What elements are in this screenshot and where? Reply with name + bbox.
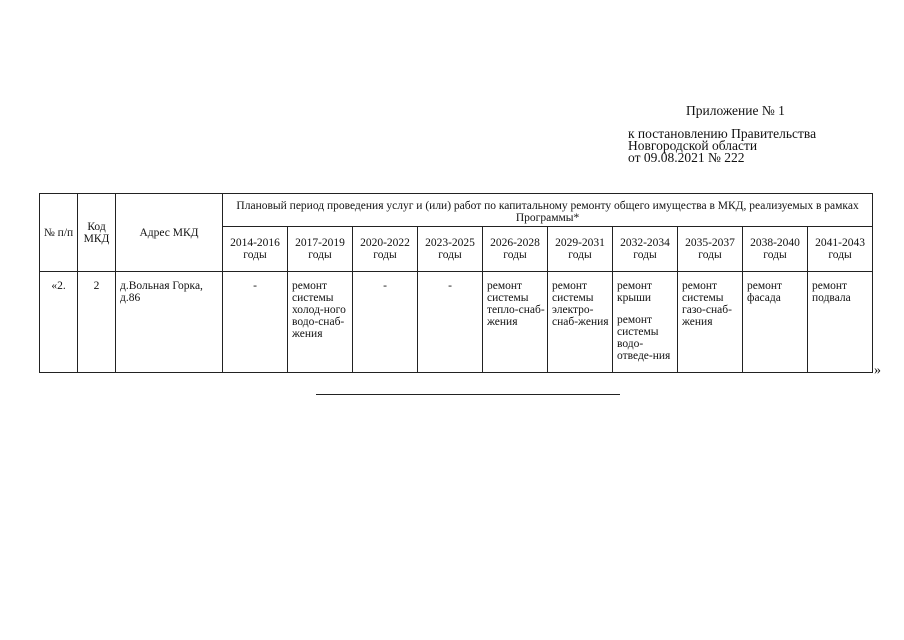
header-year: 2032-2034 годы bbox=[613, 227, 678, 272]
row-num: «2. bbox=[40, 272, 78, 373]
header-year: 2026-2028 годы bbox=[483, 227, 548, 272]
row-work-2026: ремонт системы тепло-снаб-жения bbox=[483, 272, 548, 373]
row-work-2029: ремонт системы электро-снаб-жения bbox=[548, 272, 613, 373]
header-year: 2035-2037 годы bbox=[678, 227, 743, 272]
row-work-2020: - bbox=[353, 272, 418, 373]
header-year: 2038-2040 годы bbox=[743, 227, 808, 272]
row-work-2014: - bbox=[223, 272, 288, 373]
capital-repair-plan-table bbox=[39, 193, 873, 373]
appendix-title: Приложение № 1 bbox=[686, 103, 785, 118]
row-work-2017: ремонт системы холод-ного водо-снаб-жения bbox=[288, 272, 353, 373]
header-year: 2023-2025 годы bbox=[418, 227, 483, 272]
row-work-2032 bbox=[613, 272, 678, 373]
header-year: 2014-2016 годы bbox=[223, 227, 288, 272]
signature-line bbox=[316, 394, 620, 395]
appendix-line-date: от 09.08.2021 № 222 bbox=[628, 150, 745, 165]
header-year: 2029-2031 годы bbox=[548, 227, 613, 272]
header-code: Код МКД bbox=[78, 194, 116, 272]
header-year: 2020-2022 годы bbox=[353, 227, 418, 272]
header-period: Плановый период проведения услуг и (или) работ по капитальному ремонту общего имущества в МКД, реализуемых в рамках Программы* bbox=[223, 194, 873, 227]
row-address: д.Вольная Горка, д.86 bbox=[116, 272, 223, 373]
closing-quote: » bbox=[874, 363, 881, 378]
header-address: Адрес МКД bbox=[116, 194, 223, 272]
header-num: № п/п bbox=[40, 194, 78, 272]
work-drainage: ремонт системы водо-отведе-ния bbox=[617, 314, 671, 362]
header-year: 2041-2043 годы bbox=[808, 227, 873, 272]
row-work-2038: ремонт фасада bbox=[743, 272, 808, 373]
table-row bbox=[40, 272, 873, 373]
table-header-row bbox=[40, 194, 873, 227]
work-roof: ремонт крыши bbox=[617, 280, 653, 304]
appendix-line-region: Новгородской области bbox=[628, 138, 758, 153]
row-work-2041: ремонт подвала bbox=[808, 272, 873, 373]
row-code: 2 bbox=[78, 272, 116, 373]
appendix-line-resolution: к постановлению Правительства bbox=[628, 126, 817, 141]
header-year: 2017-2019 годы bbox=[288, 227, 353, 272]
row-work-2023: - bbox=[418, 272, 483, 373]
row-work-2035: ремонт системы газо-снаб-жения bbox=[678, 272, 743, 373]
